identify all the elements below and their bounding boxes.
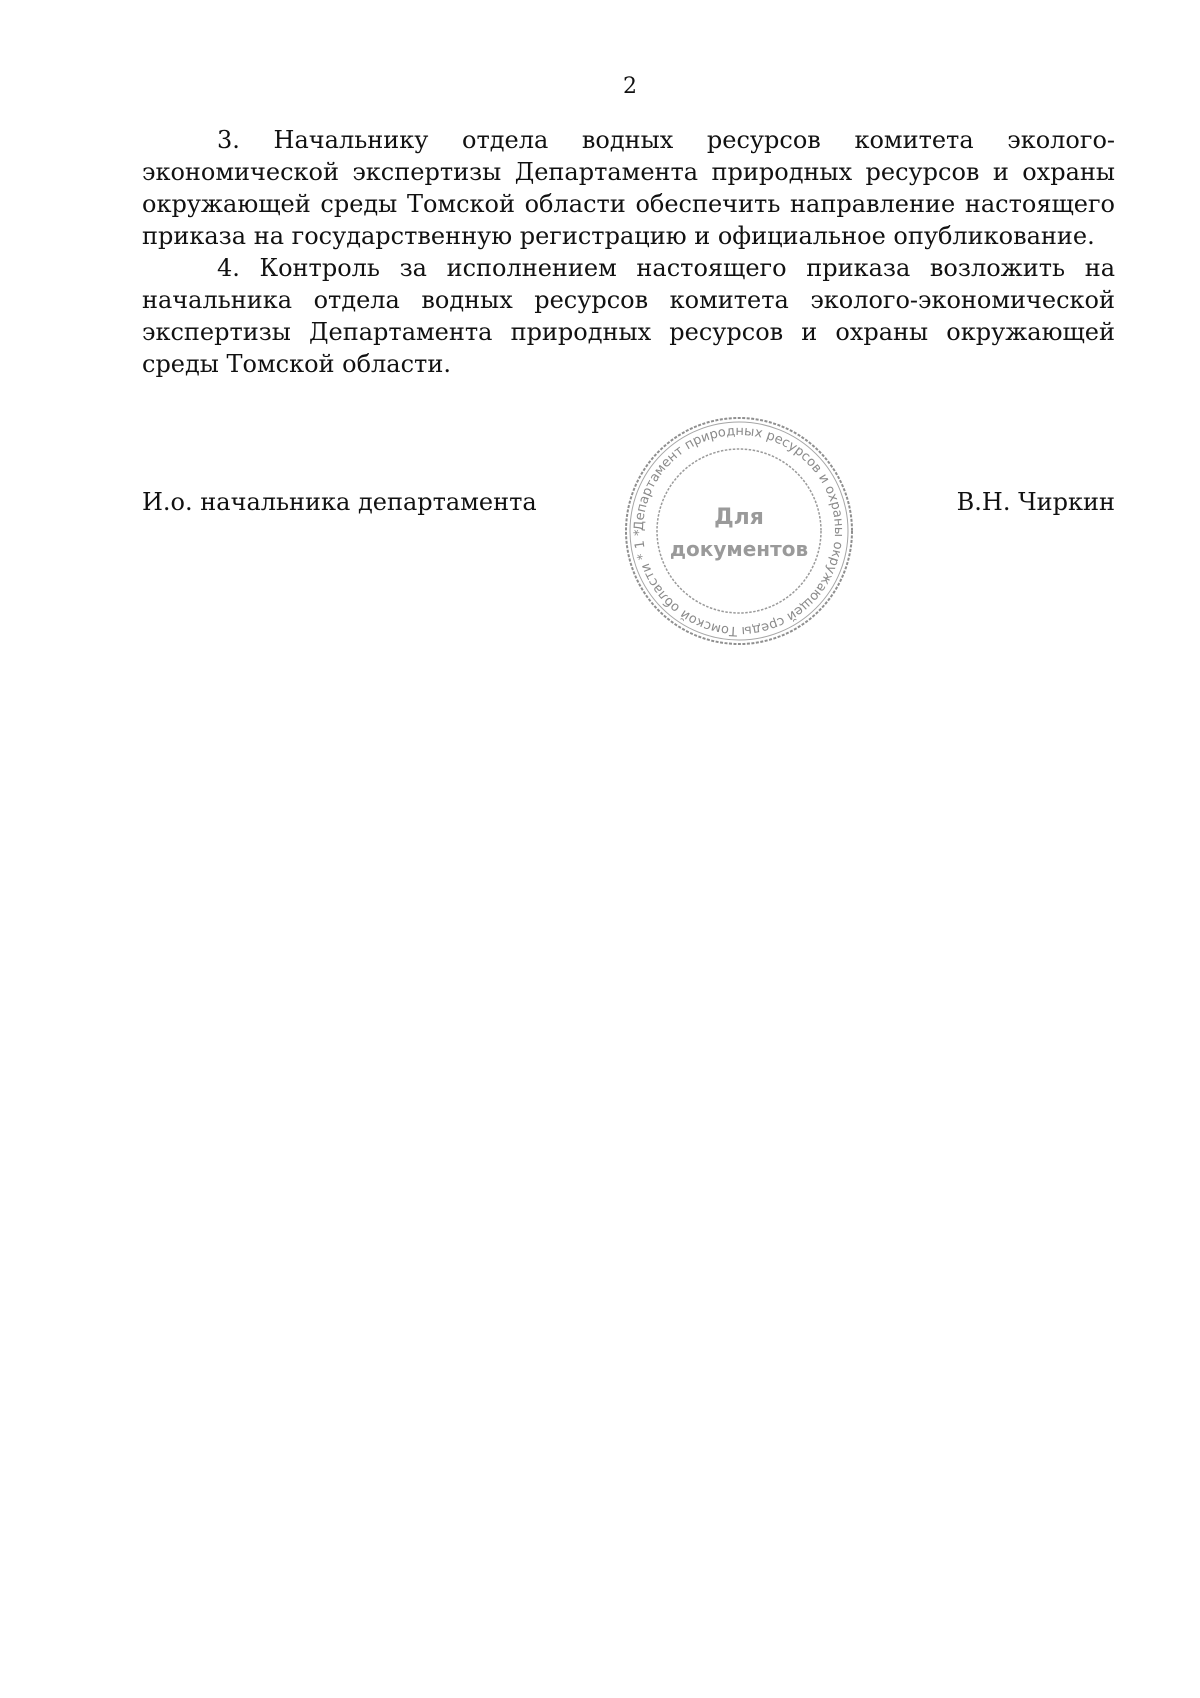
- stamp-seal-icon: [622, 414, 856, 648]
- signatory-position: И.о. начальника департамента: [142, 488, 537, 516]
- document-body: [142, 124, 1115, 380]
- signatory-name: В.Н. Чиркин: [956, 488, 1115, 516]
- stamp-center-line1: Для: [714, 505, 764, 530]
- stamp-center-line2: документов: [669, 537, 809, 561]
- stamp-ring-text: Департамент природных ресурсов и охраны окружающей среды Томской области * 1 *: [631, 423, 847, 639]
- paragraph-3: 3. Начальнику отдела водных ресурсов комитета эколого-экономической экспертизы Департамента природных ресурсов и охраны окружающей среды Томской области обеспечить направление настоящего приказа на государственную регистрацию и официальное опубликование.: [142, 126, 1115, 250]
- paragraph-4: 4. Контроль за исполнением настоящего приказа возложить на начальника отдела водных ресурсов комитета эколого-экономической экспертизы Департамента природных ресурсов и охраны окружающей среды Томской области.: [142, 254, 1115, 378]
- page-number: 2: [623, 74, 637, 99]
- official-stamp: [622, 414, 856, 648]
